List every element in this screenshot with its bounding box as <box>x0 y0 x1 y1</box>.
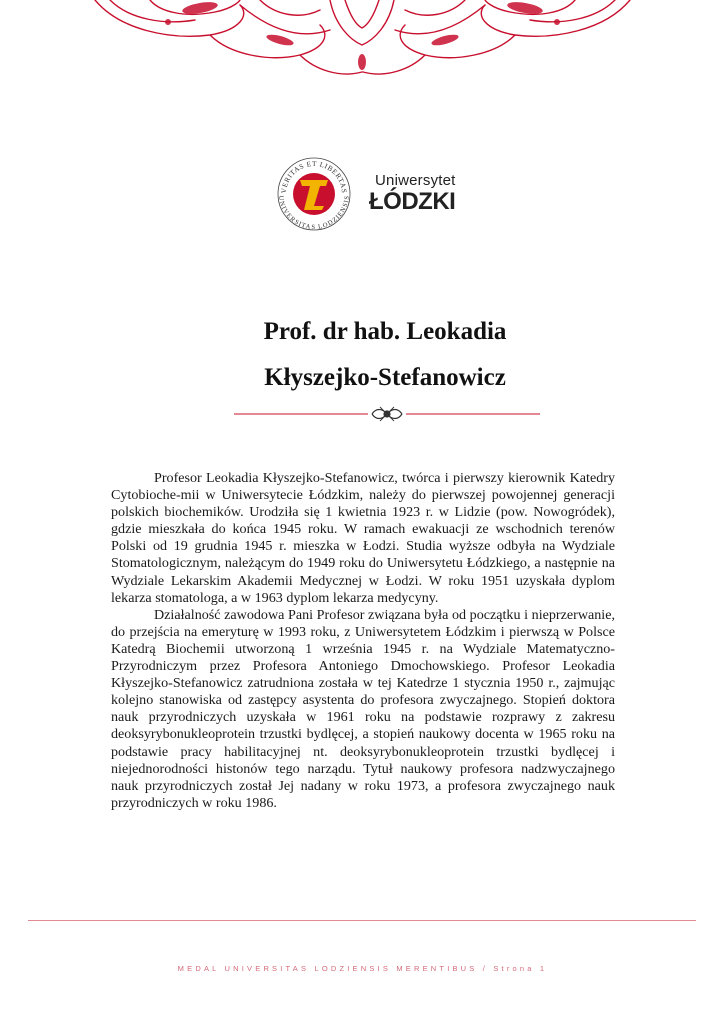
biography-text <box>111 470 615 812</box>
seal-ring-top-text: VERITAS ET LIBERTAS <box>279 159 349 194</box>
biography-paragraph-2: Działalność zawodowa Pani Profesor związana była od początku i nieprzerwanie, do przejścia na emeryturę w 1993 roku, z Uniwersytetem Łódzkim i pierwszą w Polsce Katedrą Biochemii utworzoną 1 września 1945 r. na Wydziale Matematyczno-Przyrodniczym przez Profesora Antoniego Dmochowskiego. Profesor Leokadia Kłyszejko-Stefanowicz zatrudniona została w tej Katedrze 1 stycznia 1950 r., zajmując kolejno stanowiska od zastępcy asystenta do profesora zwyczajnego. Stopień doktora nauk przyrodniczych uzyskała w 1961 roku na podstawie rozprawy z zakresu deoksyrybonukleoprotein trzustki bydlęcej, a stopień naukowy docenta w 1965 roku na podstawie pracy habilitacyjnej nt. deoksyrybonukleoprotein trzustki bydlęcej i niejednorodności histonów tego narządu. Tytuł naukowy profesora nadzwyczajnego nauk przyrodniczych został Jej nadany w roku 1973, a profesora zwyczajnego nauk przyrodniczych w roku 1986. <box>111 606 615 811</box>
university-name-small: Uniwersytet <box>375 172 456 189</box>
university-seal-icon <box>276 156 352 232</box>
university-name <box>369 172 456 216</box>
page-title-line-2: Kłyszejko-Stefanowicz <box>264 364 506 391</box>
seal-ring-bottom-text: UNIVERSITAS LODZIENSIS <box>276 195 351 232</box>
page-title-line-1: Prof. dr hab. Leokadia <box>263 318 507 345</box>
title-divider <box>234 404 540 424</box>
university-logo <box>276 156 456 232</box>
footer-text: MEDAL UNIVERSITAS LODZIENSIS MERENTIBUS / Strona 1 <box>177 964 548 973</box>
floral-ornament-icon <box>0 0 725 80</box>
footer-divider <box>28 920 696 921</box>
divider-knot-icon <box>372 407 402 421</box>
biography-paragraph-1: Profesor Leokadia Kłyszejko-Stefanowicz, twórca i pierwszy kierownik Katedry Cytobioche-mii w Uniwersytecie Łódzkim, należy do pierwszej powojennej generacji polskich biochemików. Urodziła się 1 kwietnia 1923 r. w Lidzie (pow. Nowogródek), gdzie mieszkała do końca 1945 roku. W ramach ewakuacji ze wschodnich terenów Polski od 19 grudnia 1945 r. mieszka w Łodzi. Studia wyższe odbyła na Wydziale Stomatologicznym, należącym do 1949 roku do Uniwersytetu Łódzkiego, a następnie na Wydziale Lekarskim Akademii Medycznej w Łodzi. W roku 1951 uzyskała dyplom lekarza stomatologa, a w 1963 dyplom lekarza medycyny. <box>111 470 615 606</box>
university-name-big: ŁÓDZKI <box>369 188 456 215</box>
